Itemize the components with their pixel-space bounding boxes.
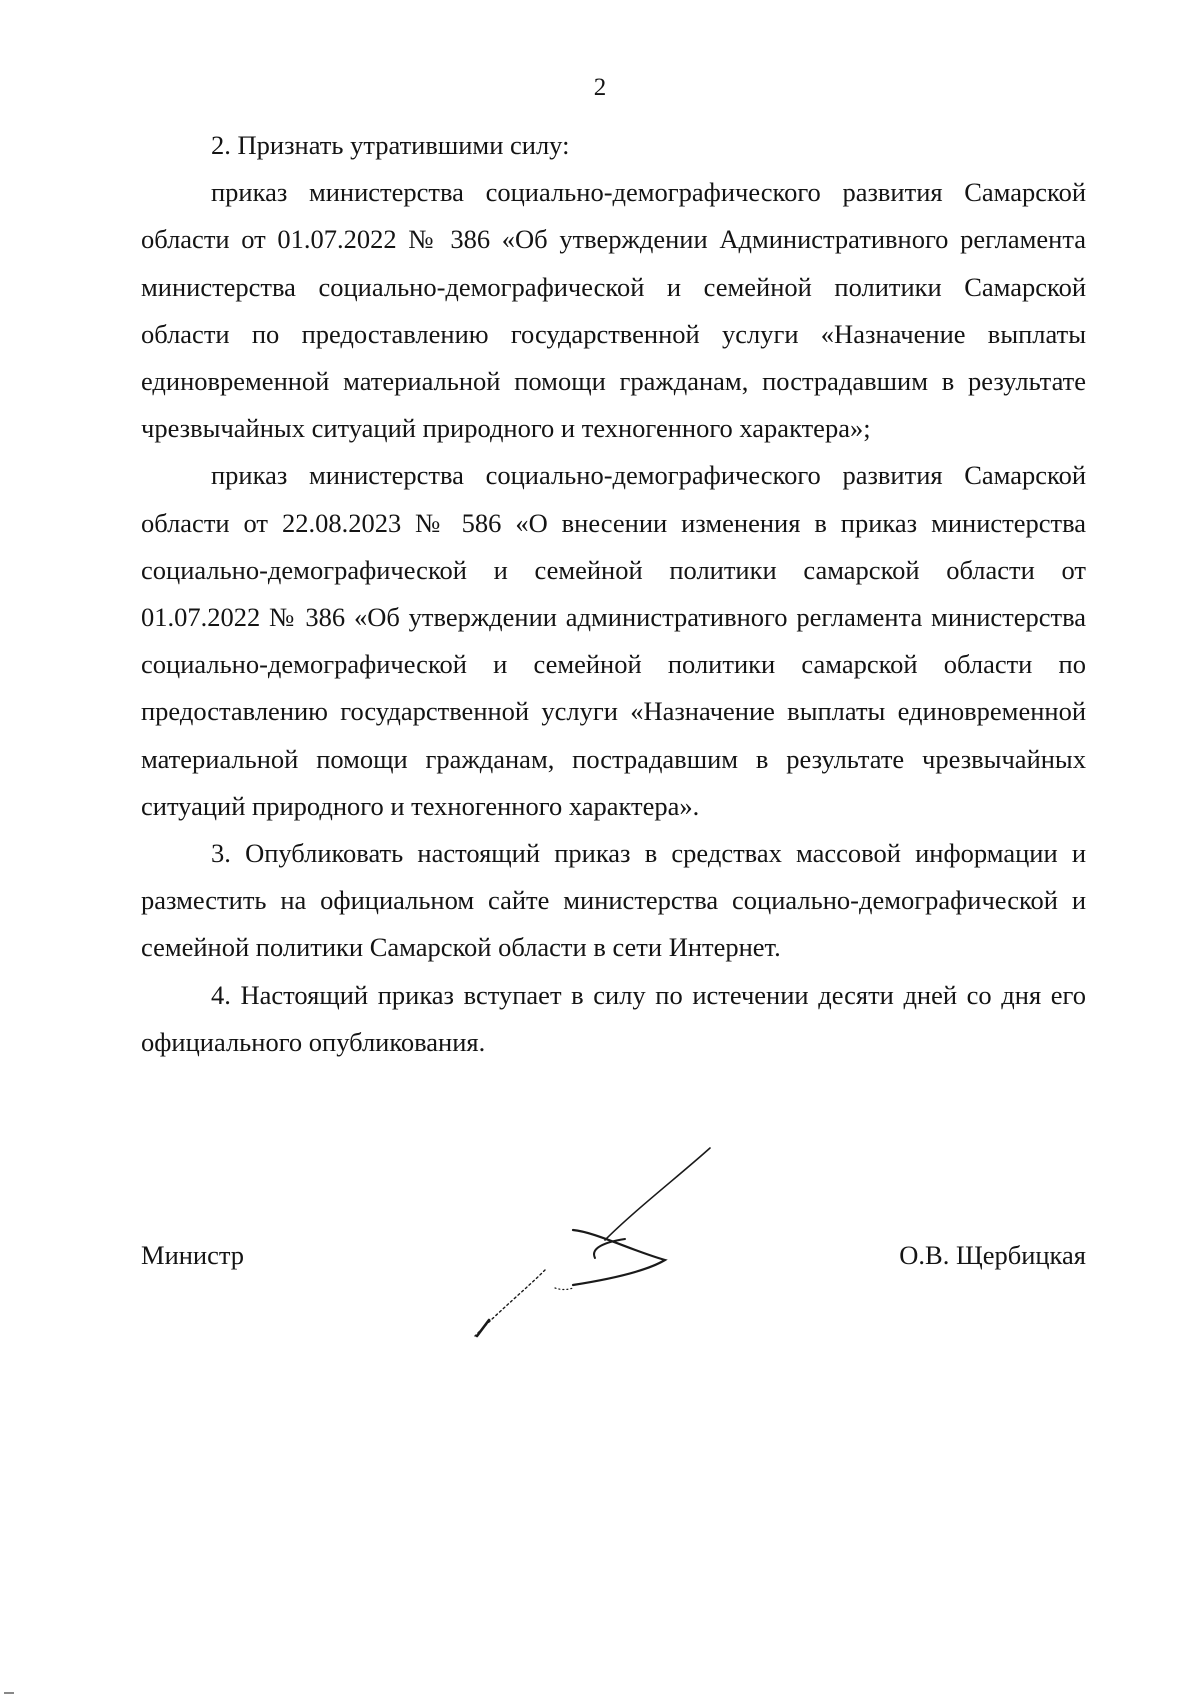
scan-mark	[4, 1692, 14, 1694]
paragraph-item-4: 4. Настоящий приказ вступает в силу по истечении десяти дней со дня его официального опубликования.	[141, 979, 1086, 1057]
paragraph-item-3: 3. Опубликовать настоящий приказ в средствах массовой информации и разместить на официальном сайте министерства социально-демографической и семейной политики Самарской области в сети Интернет.	[141, 838, 1086, 963]
paragraph-item-2: 2. Признать утратившими силу:	[211, 130, 570, 160]
paragraph-repealed-order-1: приказ министерства социально-демографического развития Самарской области от 01.07.2022 № 386 «Об утверждении Административного регламента министерства социально-демографической и семейной политики Самарской области по предоставлению государственной услуги «Назначение выплаты единовременной материальной помощи гражданам, пострадавшим в результате чрезвычайных ситуаций природного и техногенного характера»;	[141, 177, 1086, 444]
paragraph-repealed-order-2: приказ министерства социально-демографического развития Самарской области от 22.08.2023 № 586 «О внесении изменения в приказ министерства социально-демографической и семейной политики самарской области от 01.07.2022 № 386 «Об утверждении административного регламента министерства социально-демографической и семейной политики самарской области по предоставлению государственной услуги «Назначение выплаты единовременной материальной помощи гражданам, пострадавшим в результате чрезвычайных ситуаций природного и техногенного характера».	[141, 460, 1086, 821]
signer-name: О.В. Щербицкая	[899, 1240, 1086, 1270]
page-number: 2	[593, 74, 607, 101]
signer-title: Министр	[141, 1240, 245, 1270]
document-body	[141, 122, 1086, 1066]
signature-block	[141, 1240, 1086, 1290]
